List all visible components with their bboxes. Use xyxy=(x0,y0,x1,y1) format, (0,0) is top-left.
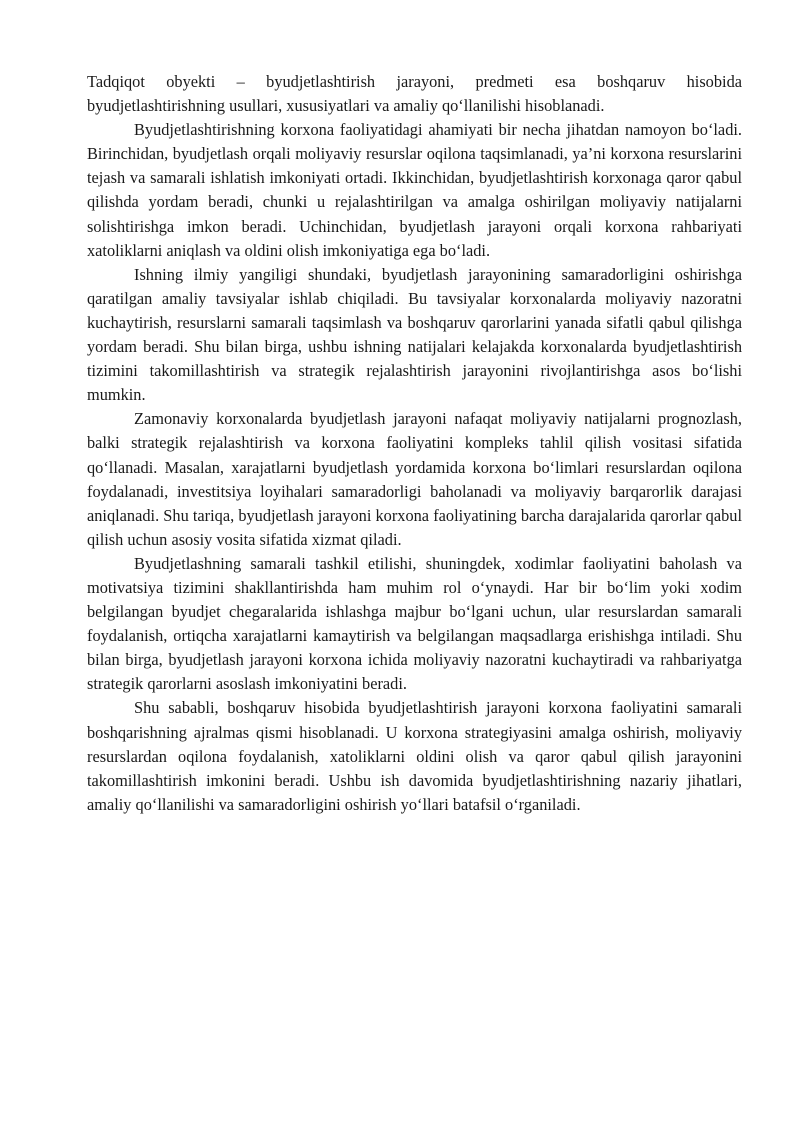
paragraph-scientific-novelty: Ishning ilmiy yangiligi shundaki, byudjetlash jarayonining samaradorligini oshirishga qaratilgan amaliy tavsiyalar ishlab chiqiladi. Bu tavsiyalar korxonalarda moliyaviy nazoratni kuchaytirish, resurslarni samarali taqsimlash va boshqaruv qarorlarini yanada sifatli qabul qilishga yordam beradi. Shu bilan birga, ushbu ishning natijalari kelajakda korxonalarda byudjetlashtirish tizimini takomillashtirish va strategik rejalashtirish jarayonini rivojlantirishga asos bo‘lishi mumkin. xyxy=(87,264,742,405)
paragraph-modern-enterprises: Zamonaviy korxonalarda byudjetlash jarayoni nafaqat moliyaviy natijalarni prognozlash, balki strategik rejalashtirish va korxona faoliyatini kompleks tahlil qilish vositasi sifatida qo‘llanadi. Masalan, xarajatlarni byudjetlash yordamida korxona bo‘limlari resurslardan oqilona foydalanadi, investitsiya loyihalari samaradorligi baholanadi va moliyaviy barqarorlik darajasi aniqlanadi. Shu tariqa, byudjetlash jarayoni korxona faoliyatining barcha darajalarida qarorlar qabul qilish uchun asosiy vosita sifatida xizmat qiladi. xyxy=(87,409,742,549)
document-body xyxy=(87,70,742,817)
paragraph-budgeting-importance: Byudjetlashtirishning korxona faoliyatidagi ahamiyati bir necha jihatdan namoyon bo‘ladi. Birinchidan, byudjetlash orqali moliyaviy resurslar oqilona taqsimlanadi, ya’ni korxona resurslarini tejash va samarali ishlatish imkoniyati ortadi. Ikkinchidan, byudjetlashtirish korxonaga qaror qabul qilishda yordam beradi, chunki u rejalashtirilgan va amalga oshirilgan moliyaviy natijalarni solishtirishga imkon beradi. Uchinchidan, byudjetlash jarayoni orqali korxona rahbariyati xatoliklarni aniqlash va oldini olish imkoniyatiga ega bo‘ladi. xyxy=(87,120,742,260)
paragraph-staff-motivation: Byudjetlashning samarali tashkil etilishi, shuningdek, xodimlar faoliyatini baholash va motivatsiya tizimini shakllantirishda ham muhim rol o‘ynaydi. Har bir bo‘lim yoki xodim belgilangan byudjet chegaralarida ishlashga majbur bo‘lgani uchun, ular resurslardan samarali foydalanish, ortiqcha xarajatlarni kamaytirish va belgilangan maqsadlarga erishishga intiladi. Shu bilan birga, byudjetlash jarayoni korxona ichida moliyaviy nazoratni kuchaytiradi va rahbariyatga strategik qarorlarni asoslash imkoniyatini beradi. xyxy=(87,553,742,694)
paragraph-conclusion: Shu sababli, boshqaruv hisobida byudjetlashtirish jarayoni korxona faoliyatini samarali boshqarishning ajralmas qismi hisoblanadi. U korxona strategiyasini amalga oshirish, moliyaviy resurslardan oqilona foydalanish, xatoliklarni oldini olish va qaror qabul qilish jarayonini takomillashtirish imkonini beradi. Ushbu ish davomida byudjetlashtirishning nazariy jihatlari, amaliy qo‘llanilishi va samaradorligini oshirish yo‘llari batafsil o‘rganiladi. xyxy=(87,698,742,814)
paragraph-research-object: Tadqiqot obyekti – byudjetlashtirish jarayoni, predmeti esa boshqaruv hisobida byudjetlashtirishning usullari, xususiyatlari va amaliy qo‘llanilishi hisoblanadi. xyxy=(87,72,742,116)
